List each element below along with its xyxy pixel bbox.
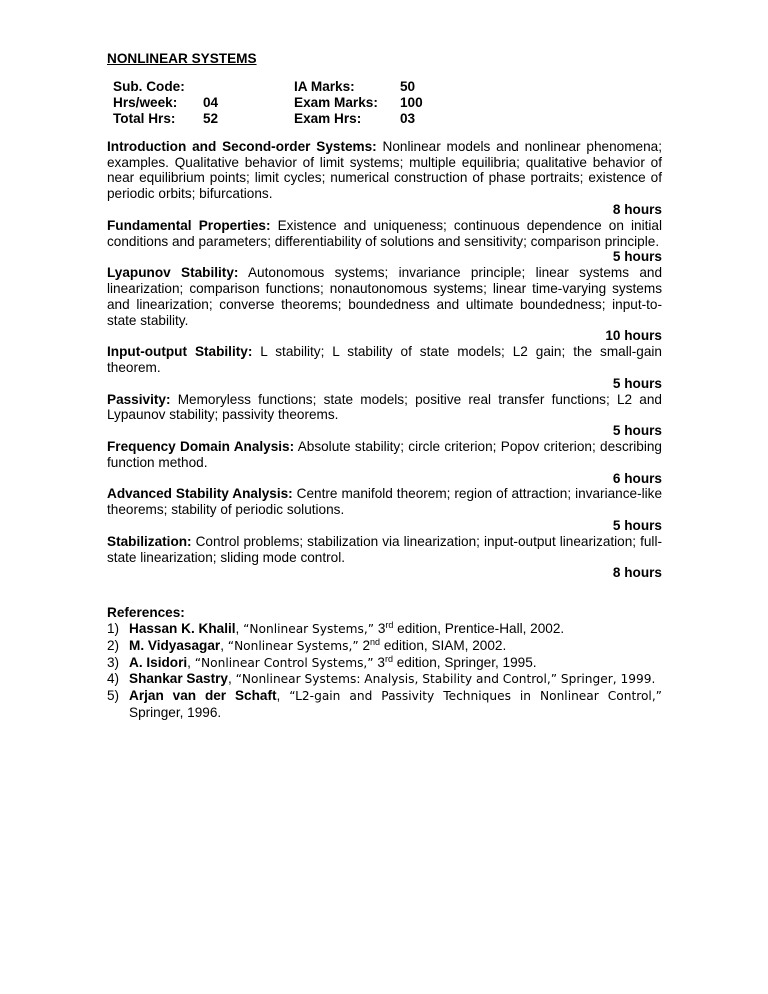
reference-text [129,688,662,721]
exam-marks-label: Exam Marks: [294,94,378,110]
reference-separator: , [220,637,228,653]
reference-item [107,655,662,672]
module-advanced-stability-analysis [107,486,662,518]
module-list [107,139,662,581]
reference-edition-suffix: nd [370,636,381,647]
module-hours: 10 hours [605,328,662,344]
reference-publisher: edition, Prentice-Hall, 2002. [393,620,565,636]
ia-marks-value: 50 [400,78,416,94]
exam-hrs-label: Exam Hrs: [294,110,362,126]
reference-publisher: edition, Springer, 1995. [392,654,537,670]
module-frequency-domain-analysis [107,439,662,471]
module-heading: Input-output Stability: [107,344,253,360]
module-text: Control problems; stabilization via linearization; input-output linearization; full-state linearization; sliding mode control. [107,533,662,565]
reference-author: Hassan K. Khalil [129,620,236,636]
module-heading: Lyapunov Stability: [107,265,239,281]
module-hours: 5 hours [612,423,662,439]
reference-author: Arjan van der Schaft [129,688,277,704]
module-heading: Passivity: [107,391,171,407]
module-text: Absolute stability; circle criterion; Popov criterion; describing function method. [107,438,662,470]
reference-title: “Nonlinear Systems,” [243,621,375,636]
reference-edition-number: 3 [374,620,386,636]
reference-text [129,621,662,638]
exam-hrs-value: 03 [400,110,416,126]
reference-item [107,671,662,688]
module-lyapunov-stability [107,265,662,328]
module-heading: Stabilization: [107,533,192,549]
module-hours: 5 hours [612,249,662,265]
syllabus-page [107,51,662,721]
module-heading: Fundamental Properties: [107,217,271,233]
course-title: NONLINEAR SYSTEMS [107,51,257,66]
reference-title: “Nonlinear Systems: Analysis, Stability and Control,” Springer, 1999. [235,672,656,687]
reference-number: 2) [107,637,120,653]
module-heading: Advanced Stability Analysis: [107,486,293,502]
module-intro [107,139,662,202]
module-hours: 6 hours [612,470,662,486]
module-hours: 5 hours [612,517,662,533]
reference-separator: , [187,654,195,670]
reference-item [107,688,662,721]
ia-marks-label: IA Marks: [294,78,355,94]
module-text: Autonomous systems; invariance principle; linear systems and linearization; comparison functions; nonautonomous systems; linear time-varying systems and linearization; converse theorems; boundedness and ultimate boundedness; input-to-state stability. [107,265,662,328]
reference-publisher: Springer, 1996. [129,704,222,720]
reference-publisher: edition, SIAM, 2002. [380,637,507,653]
exam-marks-value: 100 [400,94,423,110]
module-heading: Frequency Domain Analysis: [107,438,295,454]
reference-edition-suffix: rd [384,653,393,664]
reference-separator: , [276,688,290,704]
reference-item [107,621,662,638]
reference-separator: , [235,620,244,636]
total-hrs-label: Total Hrs: [113,110,176,126]
reference-text [129,671,662,688]
info-row [113,111,460,127]
reference-edition-suffix: rd [385,619,394,630]
reference-author: A. Isidori [129,654,188,670]
info-row [113,95,460,111]
info-row [113,79,460,95]
references-heading: References: [107,605,185,621]
module-heading: Introduction and Second-order Systems: [107,138,377,154]
module-input-output-stability [107,344,662,376]
course-info-table [113,79,460,127]
module-text: Memoryless functions; state models; positive real transfer functions; L2 and Lypaunov stability; passivity theorems. [107,391,662,423]
reference-author: M. Vidyasagar [129,637,221,653]
reference-edition-number: 3 [373,654,385,670]
reference-number: 4) [107,671,120,687]
reference-title: “Nonlinear Systems,” [227,638,359,653]
hrs-week-label: Hrs/week: [113,94,178,110]
module-text: Existence and uniqueness; continuous dependence on initial conditions and parameters; differentiability of solutions and sensitivity; comparison principle. [107,217,662,249]
reference-number: 5) [107,688,120,704]
module-text: Nonlinear models and nonlinear phenomena; examples. Qualitative behavior of limit systems; multiple equilibria; qualitative behavior of near equilibrium points; limit cycles; numerical construction of phase portraits; existence of periodic orbits; bifurcations. [107,138,662,202]
reference-text [129,655,662,672]
hrs-week-value: 04 [203,94,219,110]
module-text: L stability; L stability of state models; L2 gain; the small-gain theorem. [107,344,662,375]
module-fundamental-properties [107,218,662,250]
reference-author: Shankar Sastry [129,671,228,687]
total-hrs-value: 52 [203,110,219,126]
sub-code-label: Sub. Code: [113,78,185,94]
reference-item [107,638,662,655]
reference-title: “L2-gain and Passivity Techniques in Nonlinear Control,” [289,689,663,704]
module-hours: 8 hours [612,201,662,217]
reference-edition-number: 2 [358,637,371,653]
reference-separator: , [228,671,236,687]
module-text: Centre manifold theorem; region of attraction; invariance-like theorems; stability of periodic solutions. [107,486,662,518]
module-passivity [107,392,662,424]
reference-number: 1) [107,620,120,636]
references-section [107,605,662,721]
module-hours: 8 hours [612,565,662,581]
module-stabilization [107,534,662,566]
reference-number: 3) [107,654,120,670]
reference-text [129,638,662,655]
reference-title: “Nonlinear Control Systems,” [194,655,374,670]
sub-code-value [203,79,294,95]
module-hours: 5 hours [612,375,662,391]
